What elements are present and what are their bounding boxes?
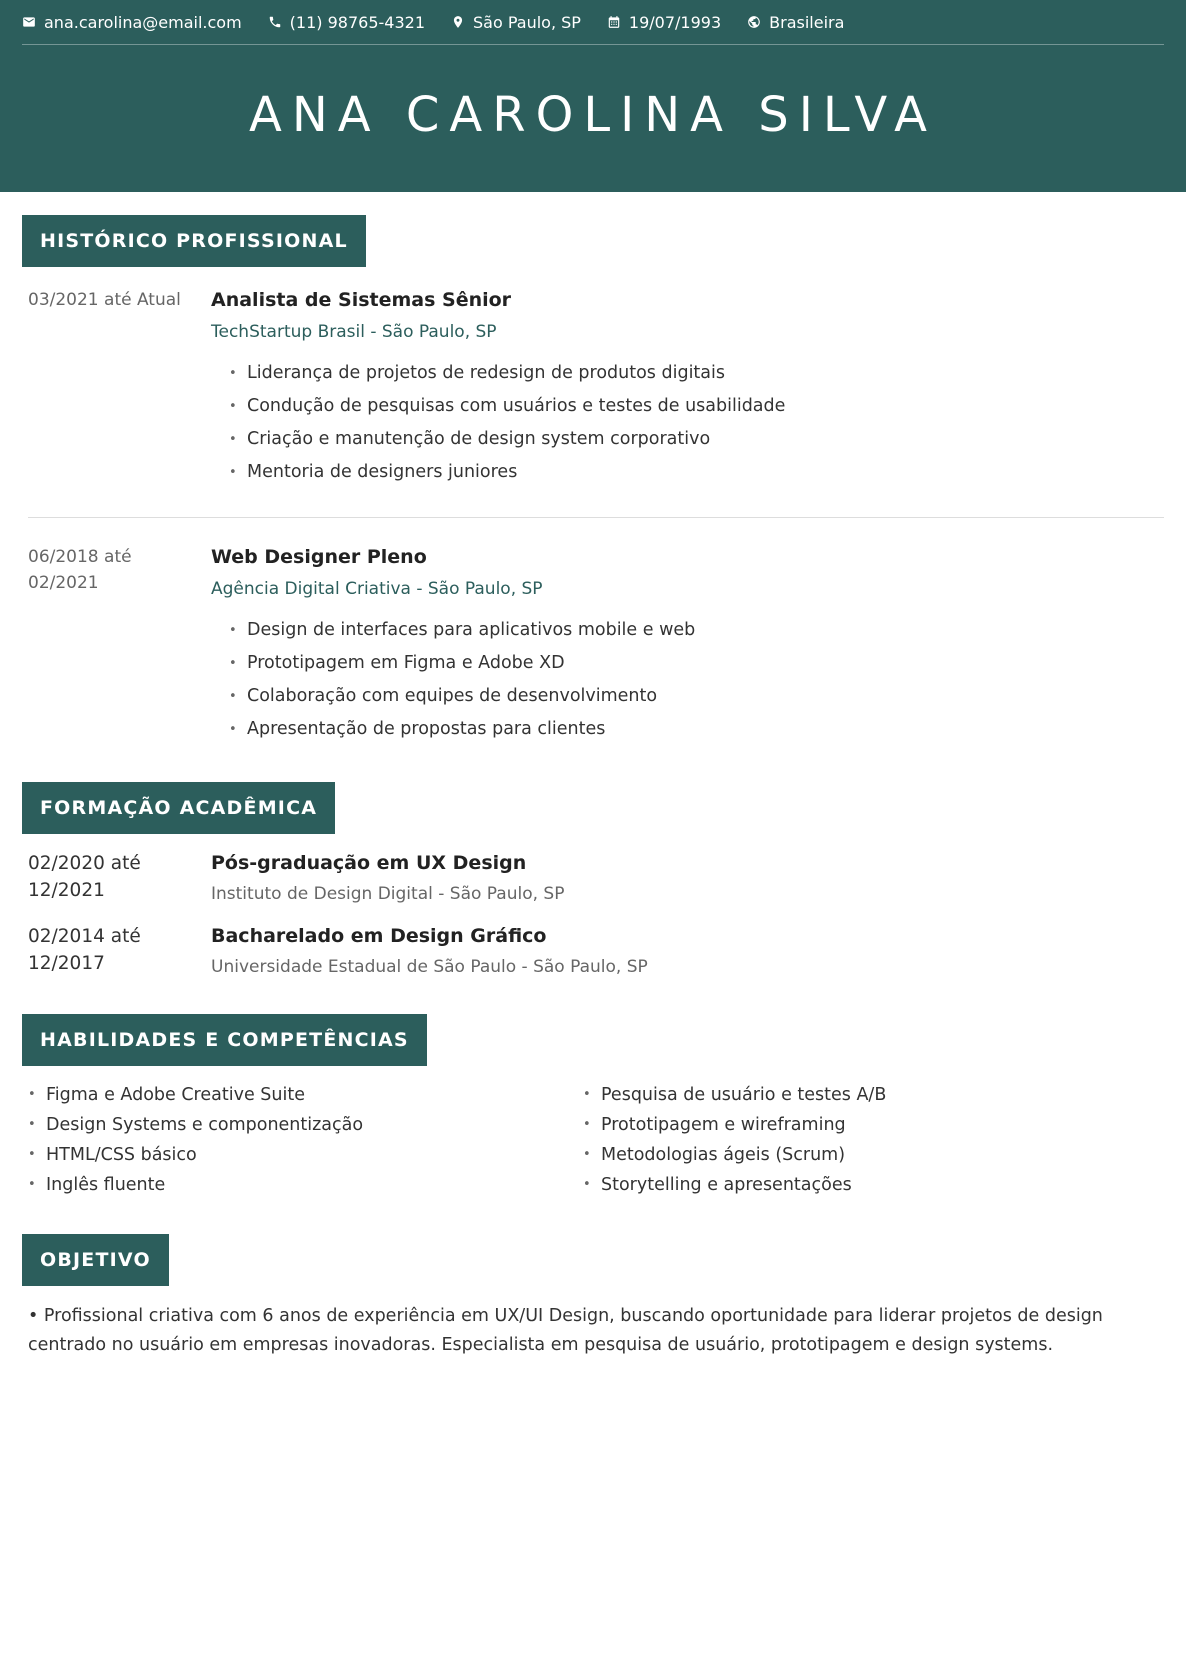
list-item: • Apresentação de propostas para clientes <box>229 713 1164 746</box>
list-item: • Mentoria de designers juniores <box>229 456 1164 489</box>
list-item: • Colaboração com equipes de desenvolvimento <box>229 680 1164 713</box>
education-date: 02/2020 até 12/2021 <box>28 853 141 901</box>
education-title: Pós-graduação em UX Design <box>211 852 527 874</box>
education-entry <box>22 850 1164 907</box>
section-title-skills: HABILIDADES E COMPETÊNCIAS <box>22 1014 427 1066</box>
education-institution: Universidade Estadual de São Paulo - São Paulo, SP <box>211 957 648 977</box>
education-entry <box>22 923 1164 980</box>
skill-item: • Design Systems e componentização <box>28 1110 583 1140</box>
list-item: • Liderança de projetos de redesign de produtos digitais <box>229 357 1164 390</box>
contact-location <box>451 13 581 32</box>
job-body <box>211 544 1164 746</box>
skills-section <box>22 1014 1164 1200</box>
skills-column-left <box>28 1080 583 1200</box>
job-entry <box>22 287 1164 489</box>
skills-column-right <box>583 1080 1138 1200</box>
skill-item: • Figma e Adobe Creative Suite <box>28 1080 583 1110</box>
skill-item: • HTML/CSS básico <box>28 1140 583 1170</box>
email-icon <box>22 15 36 29</box>
phone-icon <box>268 15 282 29</box>
education-title: Bacharelado em Design Gráfico <box>211 925 547 947</box>
education-institution: Instituto de Design Digital - São Paulo, SP <box>211 884 565 904</box>
job-company: TechStartup Brasil - São Paulo, SP <box>211 322 497 342</box>
contact-nationality <box>747 13 844 32</box>
skills-columns <box>22 1080 1164 1200</box>
job-responsibilities <box>211 357 1164 489</box>
contact-birthdate-text: 19/07/1993 <box>628 12 722 32</box>
list-item: • Criação e manutenção de design system corporativo <box>229 423 1164 456</box>
globe-icon <box>747 15 761 29</box>
section-title-experience: HISTÓRICO PROFISSIONAL <box>22 215 366 267</box>
calendar-icon <box>607 15 621 29</box>
resume-header <box>0 0 1186 192</box>
experience-section <box>22 215 1164 746</box>
section-title-education: FORMAÇÃO ACADÊMICA <box>22 782 335 834</box>
skill-item: • Prototipagem e wireframing <box>583 1110 1138 1140</box>
job-date: 06/2018 até 02/2021 <box>28 547 132 593</box>
objective-section <box>22 1234 1164 1360</box>
job-responsibilities <box>211 614 1164 746</box>
contact-birthdate <box>607 13 721 32</box>
job-title: Analista de Sistemas Sênior <box>211 289 512 311</box>
list-item: • Condução de pesquisas com usuários e testes de usabilidade <box>229 390 1164 423</box>
contact-location-text: São Paulo, SP <box>473 12 581 32</box>
contact-phone-text: (11) 98765-4321 <box>289 12 425 32</box>
education-section <box>22 782 1164 980</box>
contact-email-text: ana.carolina@email.com <box>44 12 242 32</box>
education-date: 02/2014 até 12/2017 <box>28 926 141 974</box>
contact-email <box>22 13 242 32</box>
skill-item: • Storytelling e apresentações <box>583 1170 1138 1200</box>
job-company: Agência Digital Criativa - São Paulo, SP <box>211 579 543 599</box>
list-item: • Prototipagem em Figma e Adobe XD <box>229 647 1164 680</box>
job-entry <box>22 544 1164 746</box>
location-icon <box>451 15 465 29</box>
skill-item: • Pesquisa de usuário e testes A/B <box>583 1080 1138 1110</box>
job-title: Web Designer Pleno <box>211 546 427 568</box>
contact-nationality-text: Brasileira <box>769 12 845 32</box>
skill-item: • Metodologias ágeis (Scrum) <box>583 1140 1138 1170</box>
job-body <box>211 287 1164 489</box>
education-body <box>211 850 564 907</box>
full-name: ANA CAROLINA SILVA <box>249 87 937 143</box>
objective-text: • Profissional criativa com 6 anos de experiência em UX/UI Design, buscando oportunidade para liderar projetos de design centrado no usuário em empresas inovadoras. Especialista em pesquisa de usuário, prototipagem e design systems. <box>28 1306 1103 1355</box>
contact-phone <box>268 13 425 32</box>
skill-item: • Inglês fluente <box>28 1170 583 1200</box>
education-body <box>211 923 648 980</box>
resume-content <box>0 215 1186 1360</box>
divider <box>28 517 1164 518</box>
list-item: • Design de interfaces para aplicativos mobile e web <box>229 614 1164 647</box>
contact-bar <box>22 0 1164 45</box>
job-date: 03/2021 até Atual <box>28 290 181 310</box>
section-title-objective: OBJETIVO <box>22 1234 169 1286</box>
